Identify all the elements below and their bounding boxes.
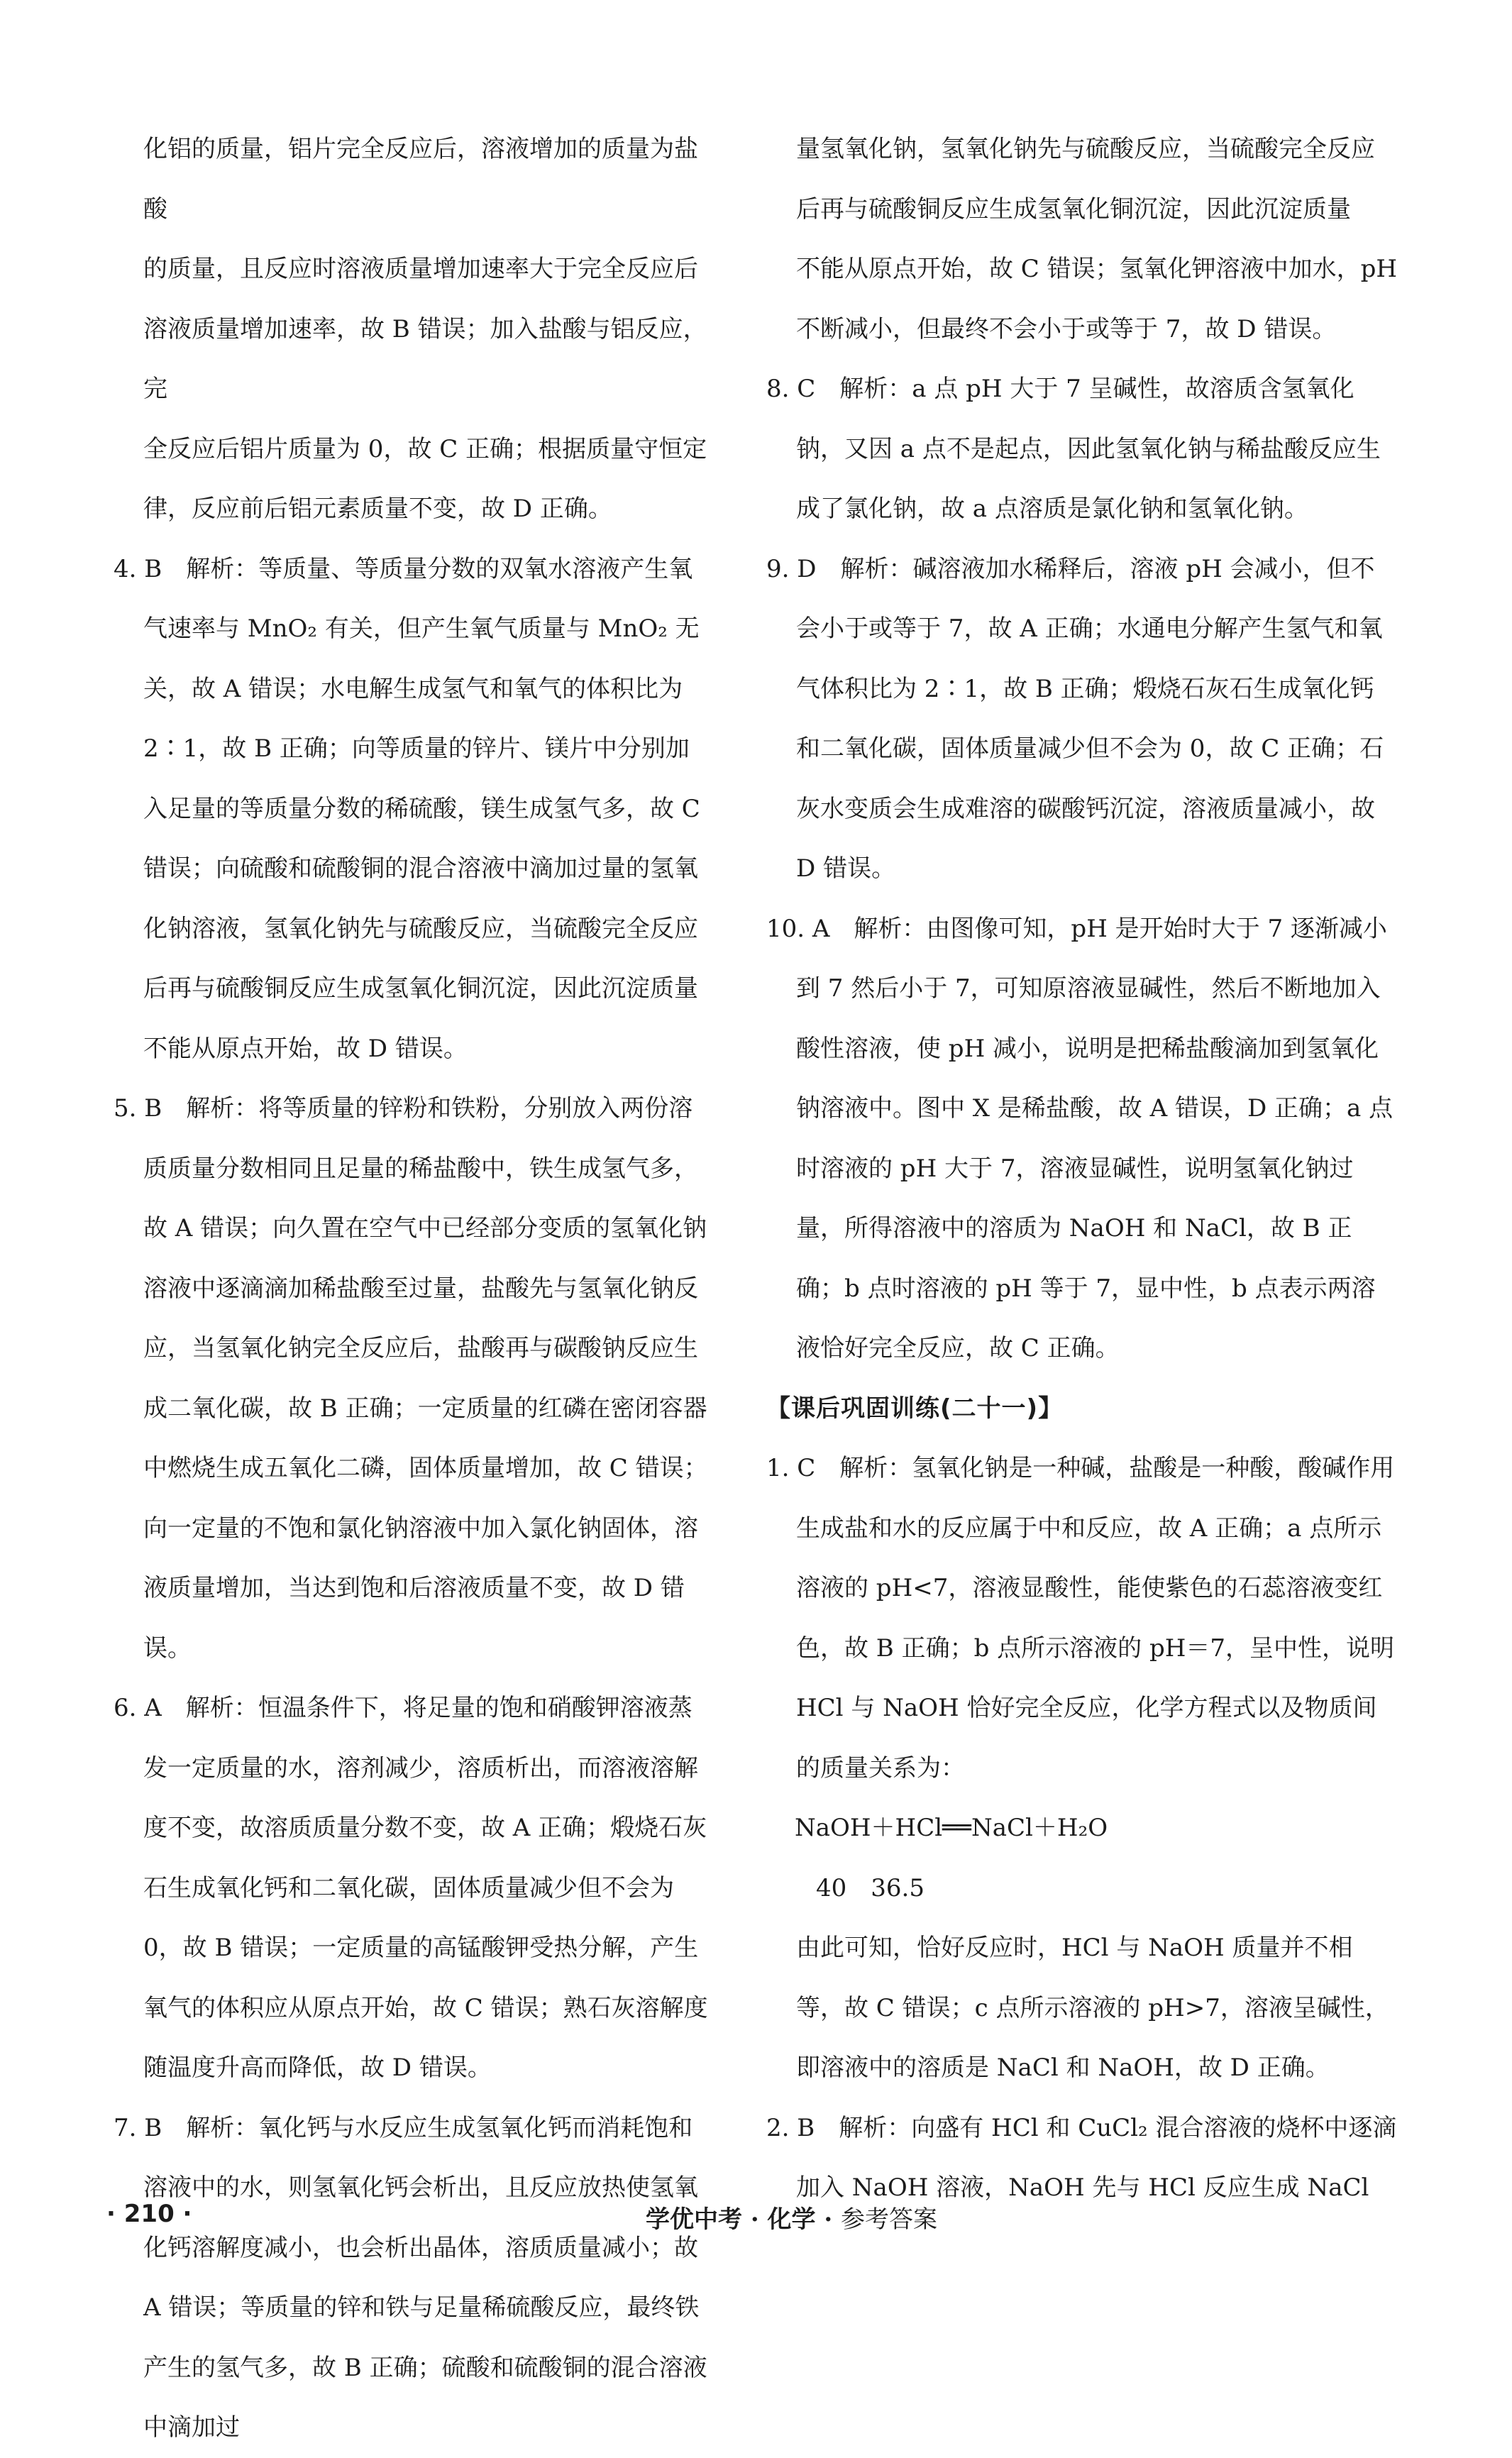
footer-subtitle: 参考答案 xyxy=(841,2205,938,2234)
answer-item-1: 1. C 解析：氢氧化钠是一种碱，盐酸是一种酸，酸碱作用生成盐和水的反应属于中和反应，故 A 正确；a 点所示溶液的 pH<7，溶液显酸性，能使紫色的石蕊溶液变红色，故 B 正确；b 点所示溶液的 pH＝7，呈中性，说明 HCl 与 NaOH 恰好完全反应，化学方程式以及物质间的质量关系为： xyxy=(766,1454,1395,1782)
answer-item-6: 6. A 解析：恒温条件下，将足量的饱和硝酸钾溶液蒸发一定质量的水，溶剂减少，溶质析出，而溶液溶解度不变，故溶质质量分数不变，故 A 正确；煅烧石灰石生成氧化钙和二氧化碳，固体质量减少但不会为 0，故 B 错误；一定质量的高锰酸钾受热分解，产生氧气的体积应从原点开始，故 C 错误；熟石灰溶解度随温度升高而降低，故 D 错误。 xyxy=(114,1694,708,2082)
answer-item-2: 2. B 解析：向盛有 HCl 和 CuCl₂ 混合溶液的烧杯中逐滴加入 NaOH 溶液，NaOH 先与 HCl 反应生成 NaCl xyxy=(766,2113,1397,2202)
text-line: 全反应后铝片质量为 0，故 C 正确；根据质量守恒定 xyxy=(143,434,707,463)
section-title: 【课后巩固训练(二十一)】 xyxy=(766,1394,1064,1423)
page-number: · 210 · xyxy=(106,2200,192,2228)
page-footer xyxy=(106,2200,1398,2242)
text-line: 溶液质量增加速率，故 B 错误；加入盐酸与铝反应，完 xyxy=(143,314,707,403)
left-column xyxy=(114,119,710,2458)
answer-item-5: 5. B 解析：将等质量的锌粉和铁粉，分别放入两份溶质质量分数相同且足量的稀盐酸中，铁生成氢气多，故 A 错误；向久置在空气中已经部分变质的氢氧化钠溶液中逐滴滴加稀盐酸至过量，盐酸先与氢氧化钠反应，当氢氧化钠完全反应后，盐酸再与碳酸钠反应生成二氧化碳，故 B 正确；一定质量的红磷在密闭容器中燃烧生成五氧化二磷，固体质量增加，故 C 错误；向一定量的不饱和氯化钠溶液中加入氯化钠固体，溶液质量增加，当达到饱和后溶液质量不变，故 D 错误。 xyxy=(114,1094,708,1663)
text-line: 不能从原点开始，故 C 错误；氢氧化钾溶液中加水，pH xyxy=(796,255,1398,283)
answer-item-4: 4. B 解析：等质量、等质量分数的双氧水溶液产生氧气速率与 MnO₂ 有关，但产生氧气质量与 MnO₂ 无关，故 A 错误；水电解生成氢气和氧气的体积比为2∶1，故 B 正确；向等质量的锌片、镁片中分别加入足量的等质量分数的稀硫酸，镁生成氢气多，故 C 错误；向硫酸和硫酸铜的混合溶液中滴加过量的氢氧化钠溶液，氢氧化钠先与硫酸反应，当硫酸完全反应后再与硫酸铜反应生成氢氧化铜沉淀，因此沉淀质量不能从原点开始，故 D 错误。 xyxy=(114,554,700,1063)
chemical-equation: NaOH＋HCl══NaCl＋H₂O xyxy=(795,1814,1108,1842)
answer-item-10: 10. A 解析：由图像可知，pH 是开始时大于 7 逐渐减小到 7 然后小于 7，可知原溶液显碱性，然后不断地加入酸性溶液，使 pH 减小，说明是把稀盐酸滴加到氢氧化钠溶液中。图中 X 是稀盐酸，故 A 错误，D 正确；a 点时溶液的 pH 大于 7，溶液显碱性，说明氢氧化钠过量，所得溶液中的溶质为 NaOH 和 NaCl，故 B 正确；b 点时溶液的 pH 等于 7，显中性，b 点表示两溶液恰好完全反应，故 C 正确。 xyxy=(766,914,1394,1362)
text-line: 化铝的质量，铝片完全反应后，溶液增加的质量为盐酸 xyxy=(143,135,698,224)
text-line: 的质量，且反应时溶液质量增加速率大于完全反应后 xyxy=(143,255,698,283)
text-line: 不断减小，但最终不会小于或等于 7，故 D 错误。 xyxy=(796,314,1337,343)
right-column xyxy=(766,119,1398,2218)
mass-relation: 40 36.5 xyxy=(816,1873,925,1902)
answer-item-8: 8. C 解析：a 点 pH 大于 7 呈碱性，故溶质含氢氧化钠，又因 a 点不是起点，因此氢氧化钠与稀盐酸反应生成了氯化钠，故 a 点溶质是氯化钠和氢氧化钠。 xyxy=(766,375,1381,523)
text-line: 量氢氧化钠，氢氧化钠先与硫酸反应，当硫酸完全反应 xyxy=(796,135,1375,163)
footer-book-title: 学优中考 · 化学 · xyxy=(646,2205,841,2234)
text-line: 律，反应前后铝元素质量不变，故 D 正确。 xyxy=(143,495,612,523)
answer-item-7: 7. B 解析：氧化钙与水反应生成氢氧化钙而消耗饱和溶液中的水，则氢氧化钙会析出，且反应放热使氢氧化钙溶解度减小，也会析出晶体，溶质质量减小；故 A 错误；等质量的锌和铁与足量稀硫酸反应，最终铁产生的氢气多，故 B 正确；硫酸和硫酸铜的混合溶液中滴加过 xyxy=(114,2113,707,2442)
footer-title xyxy=(646,2200,937,2234)
answer-item-1-continued: 由此可知，恰好反应时，HCl 与 NaOH 质量并不相等，故 C 错误；c 点所示溶液的 pH>7，溶液呈碱性，即溶液中的溶质是 NaCl 和 NaOH，故 D 正确。 xyxy=(796,1934,1389,2082)
text-line: 后再与硫酸铜反应生成氢氧化铜沉淀，因此沉淀质量 xyxy=(796,194,1351,224)
answer-item-9: 9. D 解析：碱溶液加水稀释后，溶液 pH 会减小，但不会小于或等于 7，故 A 正确；水通电分解产生氢气和氧气体积比为 2∶1，故 B 正确；煅烧石灰石生成氧化钙和二氧化碳，固体质量减少但不会为 0，故 C 正确；石灰水变质会生成难溶的碳酸钙沉淀，溶液质量减小，故 D 错误。 xyxy=(766,554,1384,883)
